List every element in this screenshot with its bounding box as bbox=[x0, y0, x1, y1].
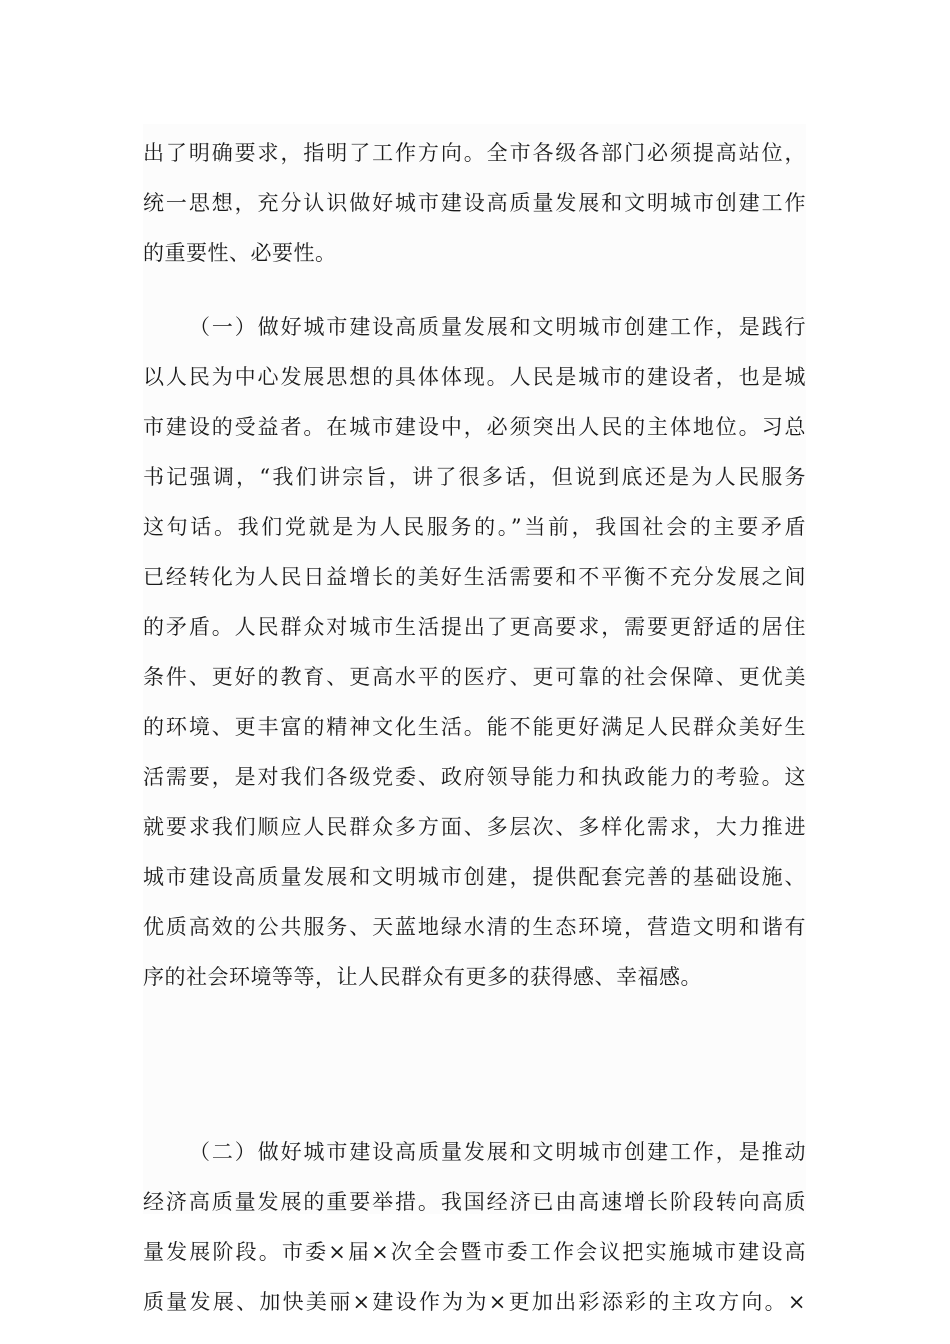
paragraph-intro bbox=[143, 128, 806, 278]
text-line: 的重要性、必要性。 bbox=[143, 241, 337, 265]
text-line: 已经转化为人民日益增长的美好生活需要和不平衡不充分发展之间 bbox=[143, 565, 806, 589]
text-line: 经济高质量发展的重要举措。我国经济已由高速增长阶段转向高质 bbox=[143, 1190, 806, 1214]
text-line: 统一思想，充分认识做好城市建设高质量发展和文明城市创建工作 bbox=[143, 191, 806, 215]
text-line: 活需要，是对我们各级党委、政府领导能力和执政能力的考验。这 bbox=[143, 765, 806, 789]
text-line: 出了明确要求，指明了工作方向。全市各级各部门必须提高站位， bbox=[143, 141, 806, 165]
text-line: 的环境、更丰富的精神文化生活。能不能更好满足人民群众美好生 bbox=[143, 715, 806, 739]
document-page bbox=[143, 124, 806, 1314]
text-line: 城市建设高质量发展和文明城市创建，提供配套完善的基础设施、 bbox=[143, 865, 806, 889]
text-line: 书记强调，“我们讲宗旨，讲了很多话，但说到底还是为人民服务 bbox=[143, 465, 806, 489]
text-line: 的矛盾。人民群众对城市生活提出了更高要求，需要更舒适的居住 bbox=[143, 615, 806, 639]
text-line: 这句话。我们党就是为人民服务的。”当前，我国社会的主要矛盾 bbox=[143, 515, 806, 539]
text-line: 优质高效的公共服务、天蓝地绿水清的生态环境，营造文明和谐有 bbox=[143, 915, 806, 939]
text-line: （一）做好城市建设高质量发展和文明城市创建工作，是践行 bbox=[189, 315, 806, 339]
text-line: 量发展阶段。市委×届×次全会暨市委工作会议把实施城市建设高 bbox=[143, 1240, 806, 1264]
paragraph-section-2 bbox=[143, 1127, 806, 1327]
text-line: 市建设的受益者。在城市建设中，必须突出人民的主体地位。习总 bbox=[143, 415, 806, 439]
text-line: 质量发展、加快美丽×建设作为为×更加出彩添彩的主攻方向。× bbox=[143, 1290, 806, 1314]
text-line: 以人民为中心发展思想的具体体现。人民是城市的建设者，也是城 bbox=[143, 365, 806, 389]
text-line: 就要求我们顺应人民群众多方面、多层次、多样化需求，大力推进 bbox=[143, 815, 806, 839]
text-line: 序的社会环境等等，让人民群众有更多的获得感、幸福感。 bbox=[143, 965, 702, 989]
text-line: （二）做好城市建设高质量发展和文明城市创建工作，是推动 bbox=[189, 1140, 806, 1164]
text-line: 条件、更好的教育、更高水平的医疗、更可靠的社会保障、更优美 bbox=[143, 665, 806, 689]
paragraph-section-1 bbox=[143, 302, 806, 1002]
